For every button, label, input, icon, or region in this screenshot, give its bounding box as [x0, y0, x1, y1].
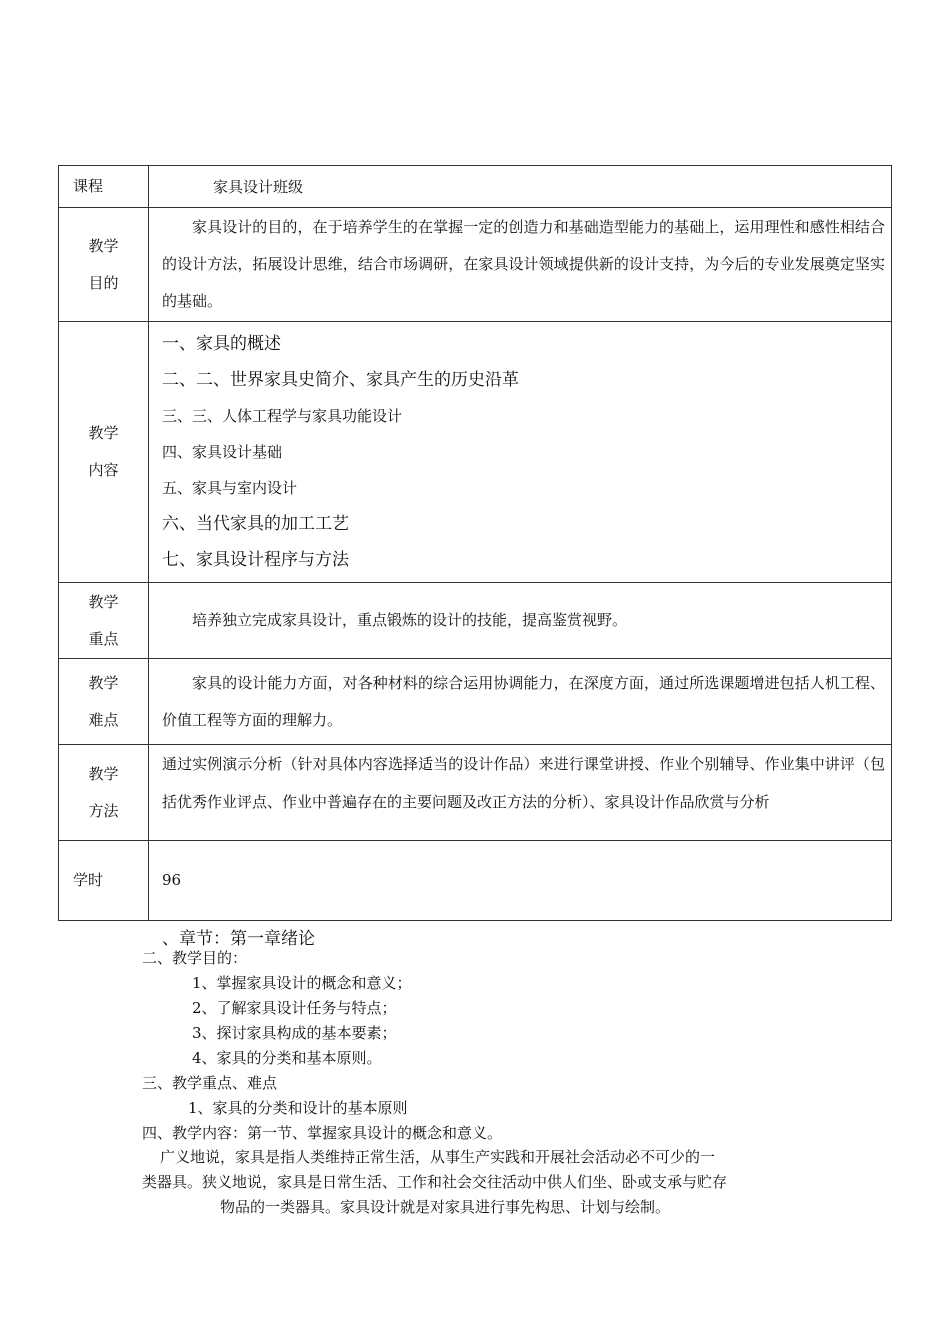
goal-item: 4、家具的分类和基本原则。 [192, 1049, 382, 1067]
hours-cell [149, 841, 892, 921]
content-item: 二、二、世界家具史简介、家具产生的历史沿革 [162, 370, 519, 390]
row-content [59, 322, 892, 583]
content-heading: 四、教学内容：第一节、掌握家具设计的概念和意义。 [142, 1124, 503, 1142]
focus-label: 教学重点 [59, 583, 149, 659]
content-item: 五、家具与室内设计 [162, 479, 298, 497]
method-label: 教学方法 [59, 745, 149, 841]
course-value-cell [149, 166, 892, 208]
goal-text: 家具设计的目的，在于培养学生的在掌握一定的创造力和基础造型能力的基础上，运用理性和感性相结合的设计方法，拓展设计思维，结合市场调研，在家具设计领域提供新的设计支持，为今后的专业发展奠定坚实的基础。 [162, 218, 885, 310]
paragraph-line: 物品的一类器具。家具设计就是对家具进行事先构思、计划与绘制。 [220, 1198, 671, 1216]
content-item: 一、家具的概述 [162, 334, 281, 354]
content-item: 六、当代家具的加工工艺 [162, 514, 349, 534]
method-cell [149, 745, 892, 841]
difficulty-label: 教学难点 [59, 659, 149, 745]
content-list [149, 322, 891, 582]
difficulty-cell [149, 659, 892, 745]
row-difficulty [59, 659, 892, 745]
content-cell [149, 322, 892, 583]
content-item: 四、家具设计基础 [162, 443, 283, 461]
row-focus [59, 583, 892, 659]
focus-cell [149, 583, 892, 659]
method-text: 通过实例演示分析（针对具体内容选择适当的设计作品）来进行课堂讲授、作业个别辅导、作业集中讲评（包括优秀作业评点、作业中普遍存在的主要问题及改正方法的分析）、家具设计作品欣赏与分析 [162, 755, 885, 811]
content-item: 七、家具设计程序与方法 [162, 550, 349, 570]
hours-label: 学时 [59, 841, 149, 921]
goal-item: 3、探讨家具构成的基本要素； [192, 1024, 397, 1042]
goal-heading: 二、教学目的： [142, 949, 248, 967]
chapter-heading: 、章节：第一章绪论 [162, 929, 315, 949]
row-method [59, 745, 892, 841]
course-label: 课程 [59, 166, 149, 208]
focus-text: 培养独立完成家具设计，重点锻炼的设计的技能，提高鉴赏视野。 [192, 611, 628, 629]
key-heading: 三、教学重点、难点 [142, 1074, 278, 1092]
goal-item: 1、掌握家具设计的概念和意义； [192, 974, 412, 992]
course-info-table [58, 165, 892, 921]
hours-value: 96 [162, 871, 182, 889]
paragraph-line: 类器具。狭义地说，家具是日常生活、工作和社会交往活动中供人们坐、卧或支承与贮存 [142, 1173, 728, 1191]
row-hours [59, 841, 892, 921]
row-goal [59, 208, 892, 322]
content-label: 教学内容 [59, 322, 149, 583]
goal-item: 2、了解家具设计任务与特点； [192, 999, 397, 1017]
goal-cell [149, 208, 892, 322]
course-value: 家具设计班级 [213, 178, 304, 196]
paragraph-line: 广义地说，家具是指人类维持正常生活，从事生产实践和开展社会活动必不可少的一 [160, 1148, 716, 1166]
row-course [59, 166, 892, 208]
difficulty-text: 家具的设计能力方面，对各种材料的综合运用协调能力，在深度方面，通过所选课题增进包括人机工程、价值工程等方面的理解力。 [162, 673, 885, 729]
goal-label: 教学目的 [59, 208, 149, 322]
content-item: 三、三、人体工程学与家具功能设计 [162, 407, 403, 425]
key-item: 1、家具的分类和设计的基本原则 [188, 1099, 408, 1117]
